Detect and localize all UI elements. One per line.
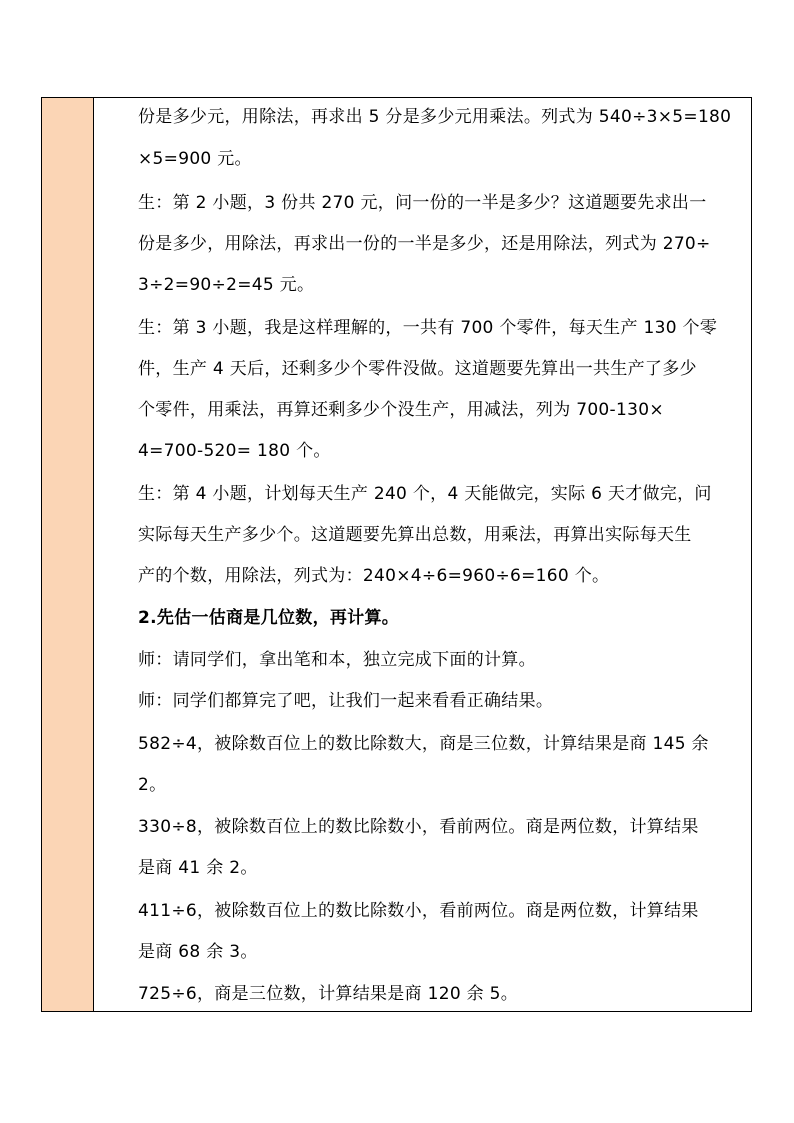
text-line: 个零件，用乘法，再算还剩多少个没生产，用减法，列为 700-130× [138,400,664,420]
text-line: 生：第 3 小题，我是这样理解的，一共有 700 个零件，每天生产 130 个零 [138,318,718,338]
text-line: 是商 68 余 3。 [138,942,258,962]
text-line: ×5=900 元。 [138,149,252,169]
text-line: 2。 [138,775,167,795]
text-line: 582÷4，被除数百位上的数比除数大，商是三位数，计算结果是商 145 余 [138,734,709,754]
text-line: 是商 41 余 2。 [138,858,258,878]
text-line: 3÷2=90÷2=45 元。 [138,275,315,295]
text-line: 产的个数，用除法，列式为：240×4÷6=960÷6=160 个。 [138,566,610,586]
text-line: 725÷6，商是三位数，计算结果是商 120 余 5。 [138,984,519,1004]
text-line: 师：请同学们，拿出笔和本，独立完成下面的计算。 [138,650,536,670]
text-line: 411÷6，被除数百位上的数比除数小，看前两位。商是两位数，计算结果 [138,901,699,921]
text-line: 330÷8，被除数百位上的数比除数小，看前两位。商是两位数，计算结果 [138,817,699,837]
text-line: 份是多少，用除法，再求出一份的一半是多少，还是用除法，列式为 270÷ [138,234,711,254]
text-line: 生：第 2 小题，3 份共 270 元，问一份的一半是多少？这道题要先求出一 [138,193,707,213]
text-line: 件，生产 4 天后，还剩多少个零件没做。这道题要先算出一共生产了多少 [138,359,697,379]
text-line: 4=700-520= 180 个。 [138,441,331,461]
text-line: 师：同学们都算完了吧，让我们一起来看看正确结果。 [138,691,554,711]
left-shaded-cell [42,98,94,1011]
text-line: 生：第 4 小题，计划每天生产 240 个，4 天能做完，实际 6 天才做完，问 [138,484,712,504]
text-line: 份是多少元，用除法，再求出 5 分是多少元用乘法。列式为 540÷3×5=180 [138,107,732,127]
text-line: 实际每天生产多少个。这道题要先算出总数，用乘法，再算出实际每天生 [138,525,692,545]
section-heading: 2.先估一估商是几位数，再计算。 [138,608,400,628]
